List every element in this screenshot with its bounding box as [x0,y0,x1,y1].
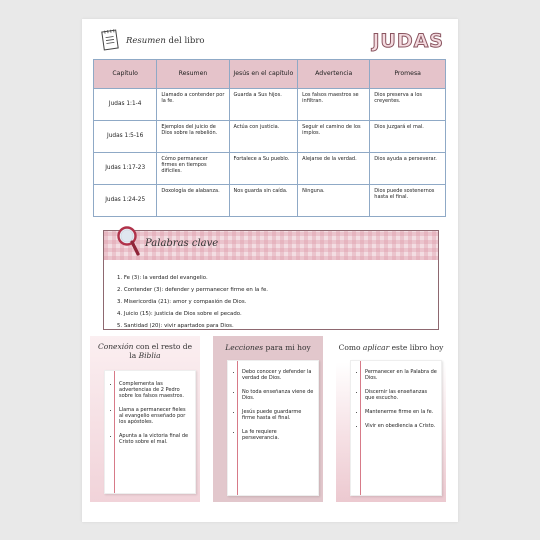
table-row [94,153,446,185]
section-title [126,36,205,46]
book-title-brand: JUDAS [372,30,444,52]
promise-cell: Dios puede sostenernos hasta el final. [370,185,446,217]
list-item: • Mantenerme firme en la fe. [365,409,437,415]
warning-cell: Los falsos maestros se infiltran. [298,89,370,121]
table-row [94,185,446,217]
chapter-cell: Judas 1:17-23 [94,153,157,185]
list-item: • Llama a permanecer fieles al evangelio enseñado por los apóstoles. [119,407,191,425]
heading-text: con el resto de la [129,342,193,360]
table-row [94,89,446,121]
heading-italic: aplicar [362,343,390,352]
jesus-cell: Nos guarda sin caída. [229,185,298,217]
apply-card [350,360,442,496]
list-item: • Permanecer en la Palabra de Dios. [365,369,437,381]
list-item: 5. Santidad (20): vivir apartados para Dios. [117,323,234,329]
margin-line [360,361,361,495]
list-item: • La fe requiere perseverancia. [242,429,314,441]
list-item: • No toda enseñanza viene de Dios. [242,389,314,401]
keywords-list [117,275,268,335]
header-cell-promise: Promesa [370,60,446,89]
list-item: • Debo conocer y defender la verdad de Dios. [242,369,314,381]
lessons-heading [213,336,323,352]
apply-heading [336,336,446,352]
summary-cell: Cómo permanecer firmes en tiempos difíciles. [157,153,229,185]
heading-italic: Lecciones [225,343,264,352]
title-rest: del libro [165,36,205,46]
magnifying-glass-icon [115,225,141,257]
chapter-cell: Judas 1:1-4 [94,89,157,121]
heading-pre: Como [338,343,363,352]
list-item: • Vivir en obediencia a Cristo. [365,423,437,429]
list-item: • Jesús puede guardarme firme hasta el final. [242,409,314,421]
summary-cell: Llamado a contender por la fe. [157,89,229,121]
keywords-title: Palabras clave [145,238,219,249]
jesus-cell: Guarda a Sus hijos. [229,89,298,121]
header-cell-warning: Advertencia [298,60,370,89]
summary-cell: Ejemplos del juicio de Dios sobre la rebelión. [157,121,229,153]
connection-column [90,336,200,502]
list-item: • Complementa las advertencias de 2 Pedro sobre los falsos maestros. [119,381,191,399]
list-item: 2. Contender (3): defender y permanecer firme en la fe. [117,287,269,293]
header-cell-chapter: Capítulo [94,60,157,89]
chapter-cell: Judas 1:5-16 [94,121,157,153]
jesus-cell: Fortalece a Su pueblo. [229,153,298,185]
connection-heading [90,336,200,360]
summary-cell: Doxología de alabanza. [157,185,229,217]
lessons-column [213,336,323,502]
list-item: 4. Juicio (15): justicia de Dios sobre el pecado. [117,311,242,317]
keywords-box [103,230,439,330]
heading-text: este libro hoy [389,343,444,352]
warning-cell: Ninguna. [298,185,370,217]
header-cell-summary: Resumen [157,60,229,89]
margin-line [237,361,238,495]
warning-cell: Seguir el camino de los impíos. [298,121,370,153]
heading-italic: Conexión [97,342,134,351]
heading-italic-2: Biblia [138,351,161,360]
study-page [82,19,458,522]
notebook-icon [101,29,119,51]
promise-cell: Dios ayuda a perseverar. [370,153,446,185]
list-item: 1. Fe (3): la verdad del evangelio. [117,275,208,281]
promise-cell: Dios preserva a los creyentes. [370,89,446,121]
chapter-cell: Judas 1:24-25 [94,185,157,217]
table-header-row [94,60,446,89]
list-item: • Discernir las enseñanzas que escucho. [365,389,437,401]
jesus-cell: Actúa con justicia. [229,121,298,153]
heading-text: para mi hoy [263,343,311,352]
summary-table [93,59,446,217]
list-item: 3. Misericordia (21): amor y compasión de Dios. [117,299,247,305]
apply-column [336,336,446,502]
margin-line [114,371,115,493]
title-italic: Resumen [126,36,166,46]
warning-cell: Alejarse de la verdad. [298,153,370,185]
list-item: • Apunta a la victoria final de Cristo sobre el mal. [119,433,191,445]
table-row [94,121,446,153]
connection-card [104,370,196,494]
promise-cell: Dios juzgará el mal. [370,121,446,153]
header-cell-jesus: Jesús en el capítulo [229,60,298,89]
lessons-card [227,360,319,496]
